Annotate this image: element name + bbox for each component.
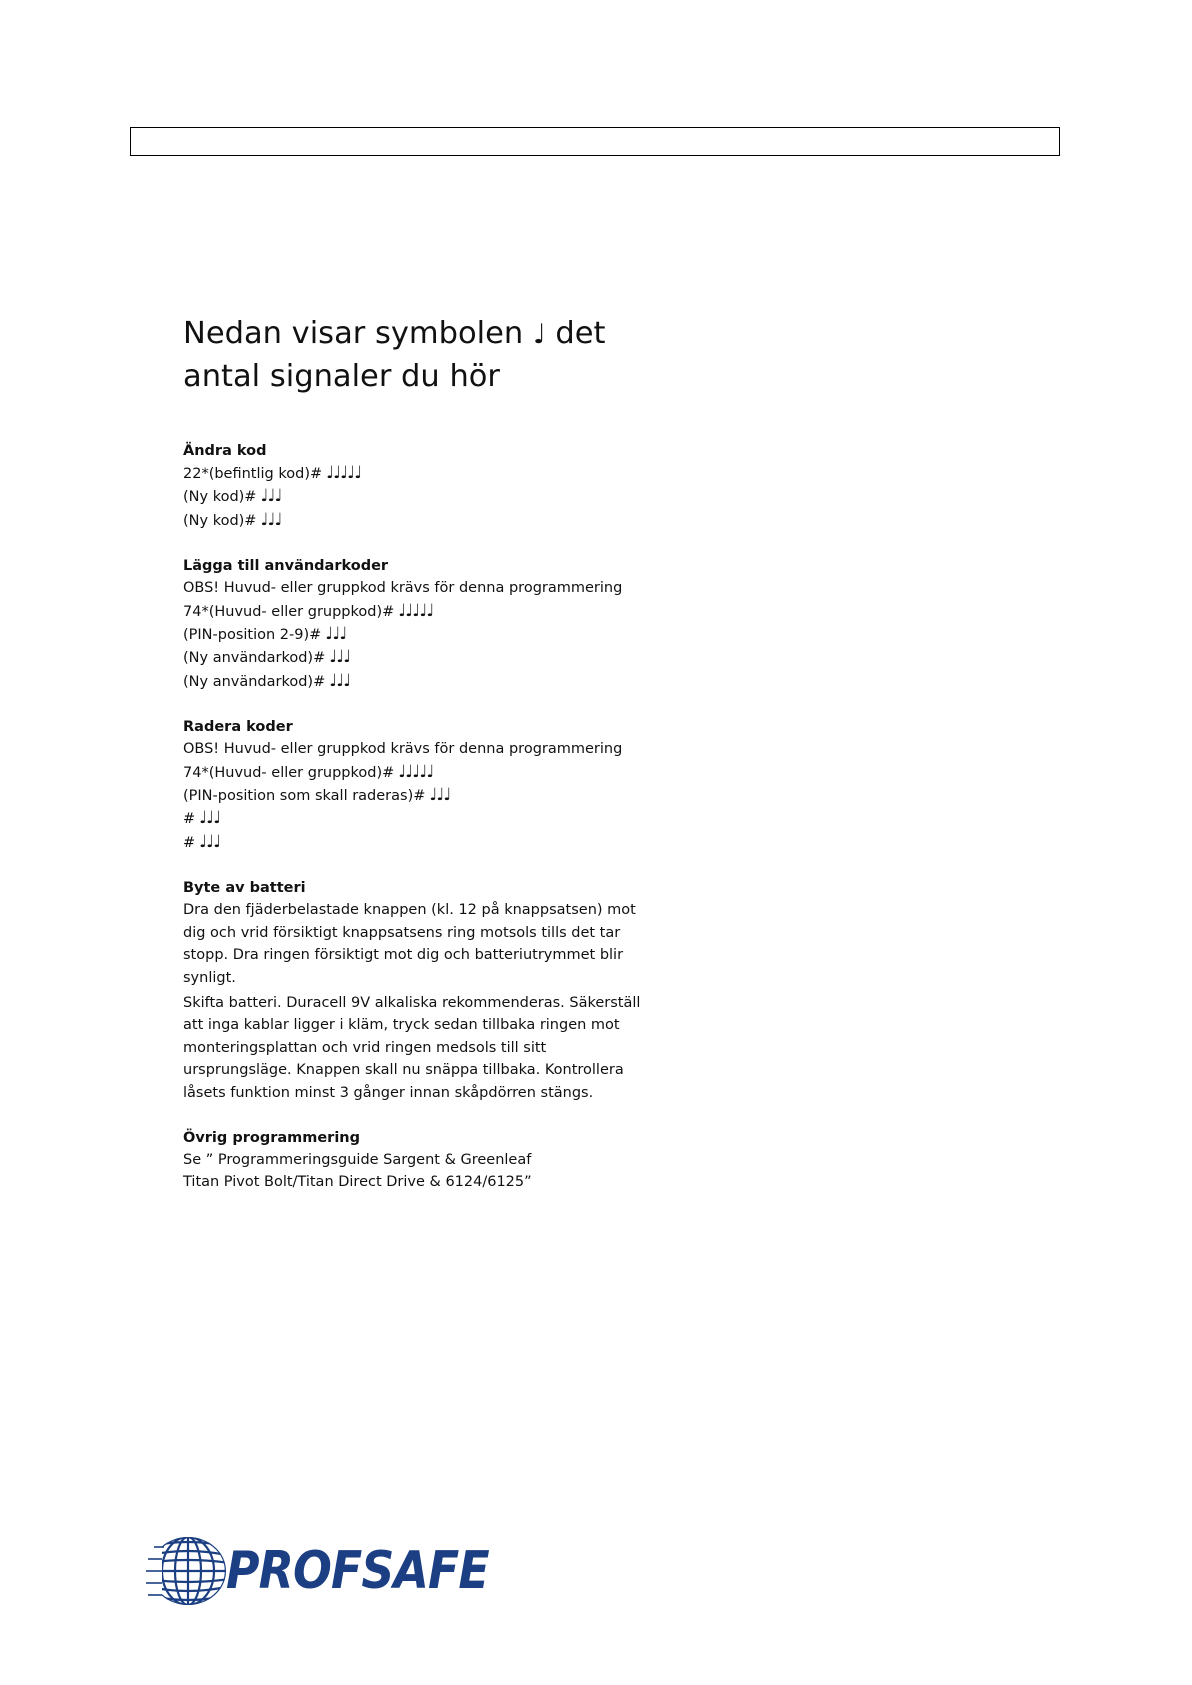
list-item: 74*(Huvud- eller gruppkod)# ♩♩♩♩♩	[183, 761, 434, 782]
section-title: Lägga till användarkoder	[183, 558, 389, 575]
list-item: Se ” Programmeringsguide Sargent & Greenleaf	[183, 1151, 532, 1168]
heading-line2: antal signaler du hör	[183, 359, 500, 394]
section-lagga-till	[183, 555, 643, 693]
globe-icon	[142, 1535, 228, 1607]
note-icon: ♩	[532, 319, 546, 350]
paragraph: Dra den fjäderbelastade knappen (kl. 12 på knappsatsen) mot dig och vrid försiktigt knappsatsens ring motsols tills det tar stopp. Dra ringen försiktigt mot dig och batteriutrymmet blir synligt.	[183, 902, 636, 986]
section-title: Radera koder	[183, 719, 293, 736]
list-item: (Ny kod)# ♩♩♩	[183, 509, 282, 530]
list-item: OBS! Huvud- eller gruppkod krävs för denna programmering	[183, 580, 623, 597]
profsafe-logo	[142, 1535, 489, 1607]
beeps-icon: ♩♩♩♩♩	[398, 600, 434, 621]
list-item: (Ny kod)# ♩♩♩	[183, 486, 282, 507]
section-andra-kod	[183, 440, 643, 532]
list-item: (PIN-position som skall raderas)# ♩♩♩	[183, 785, 451, 806]
beeps-icon: ♩♩♩	[260, 486, 282, 507]
beeps-icon: ♩♩♩♩♩	[398, 761, 434, 782]
list-item: (Ny användarkod)# ♩♩♩	[183, 647, 351, 668]
page-heading	[183, 312, 643, 398]
beeps-icon: ♩♩♩	[329, 670, 351, 691]
section-title: Övrig programmering	[183, 1129, 361, 1146]
beeps-icon: ♩♩♩	[329, 647, 351, 668]
beeps-icon: ♩♩♩	[429, 785, 451, 806]
logo-text: PROFSAFE	[226, 1541, 489, 1601]
section-ovrig	[183, 1127, 643, 1194]
list-item: # ♩♩♩	[183, 831, 221, 852]
section-radera	[183, 716, 643, 854]
list-item: (Ny användarkod)# ♩♩♩	[183, 670, 351, 691]
section-byte-batteri	[183, 877, 643, 1104]
list-item: Titan Pivot Bolt/Titan Direct Drive & 6124/6125”	[183, 1174, 532, 1191]
heading-text-end: det	[555, 316, 606, 351]
heading-text: Nedan visar symbolen	[183, 316, 524, 351]
instructions-content	[183, 312, 643, 1217]
list-item: (PIN-position 2-9)# ♩♩♩	[183, 624, 347, 645]
beeps-icon: ♩♩♩♩♩	[326, 463, 362, 483]
beeps-icon: ♩♩♩	[199, 831, 221, 852]
section-title: Byte av batteri	[183, 880, 306, 897]
section-title: Ändra kod	[183, 443, 267, 459]
beeps-icon: ♩♩♩	[325, 624, 347, 645]
beeps-icon: ♩♩♩	[260, 509, 282, 530]
beeps-icon: ♩♩♩	[199, 808, 221, 829]
list-item: 22*(befintlig kod)# ♩♩♩♩♩	[183, 463, 362, 483]
list-item: OBS! Huvud- eller gruppkod krävs för denna programmering	[183, 741, 623, 758]
list-item: 74*(Huvud- eller gruppkod)# ♩♩♩♩♩	[183, 600, 434, 621]
paragraph: Skifta batteri. Duracell 9V alkaliska rekommenderas. Säkerställ att inga kablar ligger i kläm, tryck sedan tillbaka ringen mot monteringsplattan och vrid ringen medsols till sitt ursprungsläge. Knappen skall nu snäppa tillbaka. Kontrollera låsets funktion minst 3 gånger innan skåpdörren stängs.	[183, 994, 641, 1101]
header-box	[130, 127, 1060, 156]
list-item: # ♩♩♩	[183, 808, 221, 829]
